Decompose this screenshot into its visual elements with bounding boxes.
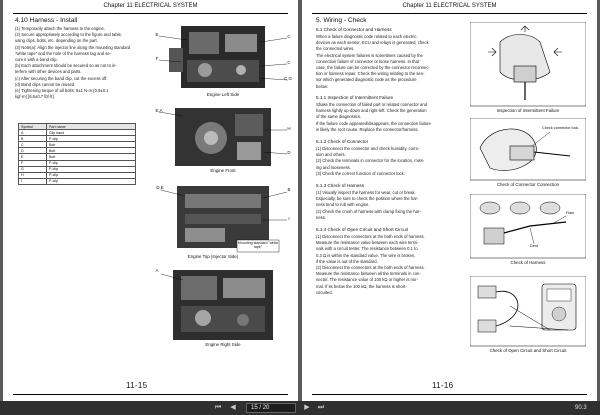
text-line: sor which generated diagnostic code as the procedure [316, 77, 417, 83]
text-line: case, the failure can be corrected by the connector reconnec- [316, 65, 430, 71]
engine-right-side-figure [153, 266, 293, 348]
left-page [3, 0, 298, 401]
part-cell: Bolt [47, 148, 136, 154]
callout: C [287, 60, 291, 65]
callout: H [287, 126, 291, 131]
figure-caption: Check of Harness [510, 260, 546, 265]
part-cell: P-clip [47, 160, 136, 166]
page-header: Chapter 11 ELECTRICAL SYSTEM [402, 3, 497, 9]
symbol-cell: D [19, 148, 47, 154]
zoom-level[interactable]: 90.3 [575, 405, 587, 411]
text-line: (1) Visually inspect the harness for wear, cut or break. [316, 190, 416, 195]
figure-caption: Engine Top (Injector Side) [187, 254, 239, 259]
step-line: (d) Band clips cannot be reused. [15, 81, 76, 87]
part-cell: P-clip [47, 172, 136, 178]
step-line: (2) Secure appropriately according to the figure and table, [15, 32, 123, 38]
first-page-icon[interactable]: ⏮ [214, 404, 222, 411]
callout: D [287, 150, 291, 155]
text-line: Especially, be sure to check the position where the har- [316, 196, 419, 202]
intermittent-failure-figure [470, 22, 586, 118]
step-line: kgf·m} [6.6±0.7 lbf·ft] [15, 94, 54, 100]
subsection-title: 5.1 Check of Connector and Harness [316, 27, 392, 32]
text-line: (1) Disconnect the connector and check humidity, corro- [316, 146, 420, 151]
engine-top-figure [153, 180, 293, 260]
part-cell: Bolt [47, 154, 136, 160]
text-line: mal. If its below the 100 kΩ, the harness is short- [316, 283, 407, 289]
step-line: (c) After securing the band clip, cut the excess off. [15, 75, 108, 81]
column-header: Symbol [19, 124, 47, 130]
callout: C,G [284, 76, 292, 81]
table-row [19, 178, 136, 184]
total-pages: / 20 [259, 405, 270, 411]
subsection-title: 5.1.1 Inspection of Intermittent Failure [316, 95, 394, 100]
column-header: Part name [47, 124, 136, 130]
callout: B [287, 187, 291, 192]
viewer-toolbar [0, 401, 600, 415]
part-cell: P-clip [47, 178, 136, 184]
open-short-circuit-figure [470, 276, 586, 360]
step-line: (1) Temporarily attach the harness to the engine. [15, 26, 106, 31]
callout: E [155, 32, 159, 37]
step-line: (3) Note(a): Align the injector line along the mounting standard [15, 44, 131, 50]
text-line: (2) Check the terminals in connector for the location, miss- [316, 158, 425, 164]
text-line: The electrical system failures is sometimes caused by the [316, 52, 423, 58]
text-line: circuited. [316, 289, 333, 295]
part-cell: P-clip [47, 136, 136, 142]
flaw-label: Flaw [566, 211, 575, 215]
text-line: sion and others. [316, 152, 346, 158]
symbol-cell: I [19, 178, 47, 184]
text-line: tion or harness repair. Check the wiring relating to the sen- [316, 71, 425, 77]
text-line: (3) Check the correct function of connector lock. [316, 170, 405, 176]
text-line: below: [316, 83, 329, 89]
next-page-icon[interactable]: ▶ [304, 404, 310, 411]
text-line: if the value is out of the standard. [316, 258, 378, 264]
subsection-title: 5.1.2 Check of Connector [316, 139, 369, 144]
part-cell: Bolt [47, 142, 136, 148]
step-line: cure it with a band clip. [15, 57, 58, 63]
figure-caption: Check of Open Circuit and Short Circuit [489, 348, 567, 353]
text-line: When a failure diagnostic code related to each electric [316, 34, 417, 39]
header-rule [312, 13, 587, 14]
previous-page-icon[interactable]: ◀ [230, 404, 236, 411]
part-cell: P-clip [47, 166, 136, 172]
symbol-cell: A [19, 130, 47, 136]
callout: A [155, 268, 159, 273]
section-title: 5. Wiring - Check [316, 17, 367, 24]
symbol-cell: H [19, 172, 47, 178]
subsection-text [316, 34, 456, 90]
figure-caption: Engine Front [210, 168, 236, 173]
callout: C [287, 34, 291, 39]
harness-figure [470, 194, 586, 270]
step-line: terfere with other devices and parts. [15, 69, 82, 75]
dent-label: Dent [530, 244, 539, 248]
connector-lock-label: Check connector lock. [542, 126, 580, 130]
step-line: using clips, bolts, etc. depending on the part. [15, 38, 98, 44]
text-line: the connected wires. [316, 46, 355, 52]
text-line: harness lightly up-down and right-left. Check the generation [316, 108, 427, 114]
symbol-cell: F [19, 160, 47, 166]
symbol-cell: E [19, 154, 47, 160]
text-line: Measure the resistance value between each wire termi- [316, 240, 419, 246]
text-line: ness. [316, 214, 327, 220]
step-line: (b) Each attachment should be secured so as not to in- [15, 63, 117, 69]
text-line: 0.3 Ω is within the standard value. The wire is broken, [316, 252, 416, 258]
callout: D,E [156, 185, 164, 190]
callout: I [288, 216, 290, 221]
text-line: is likely the root cause. Replace the connector/harness. [316, 126, 419, 132]
footer-rule [312, 394, 587, 395]
text-line: ing and looseness. [316, 164, 351, 170]
text-line: devices as each sensor, ECU and relays is generated, check [316, 40, 429, 46]
subsection-text [316, 190, 456, 221]
last-page-icon[interactable]: ⏭ [317, 404, 325, 411]
callout: E,A [155, 108, 163, 113]
text-line: (1) Disconnect the connectors at the both ends of harness. [316, 234, 425, 239]
page-number: 11-16 [432, 381, 454, 390]
subsection-title: 5.1.4 Check of Open Circuit and Short Circuit [316, 227, 408, 232]
text-line: (2) Disconnect the connectors at the both ends of harness. [316, 265, 425, 271]
symbol-cell: C [19, 142, 47, 148]
section-title: 4.10 Harness - Install [15, 17, 78, 24]
mounting-standard-label: Mounting standard "white tape" [237, 241, 279, 250]
current-page: 15 [251, 405, 258, 411]
header-rule [13, 13, 288, 14]
text-line: of the same diagnostics. [316, 114, 362, 120]
connector-connection-figure [470, 118, 586, 192]
part-cell: Clip band [47, 130, 136, 136]
figure-caption: Engine Right Side [205, 342, 241, 347]
text-line: nector. The resistance value of 100 kΩ or higher is nor- [316, 277, 418, 283]
page-input[interactable] [246, 403, 296, 413]
subsection-title: 5.1.3 Check of Harness [316, 183, 365, 188]
figure-caption: Check of Connector Connection [496, 182, 560, 187]
subsection-text [316, 234, 456, 296]
symbol-cell: G [19, 166, 47, 172]
text-line: If the failure code appeared/disappears, the connection failure [316, 120, 431, 126]
text-line: (2) Check the crush of harness with clamp fixing the har- [316, 208, 421, 214]
callout: F [155, 56, 159, 61]
step-line: (e) Tightening torque of all bolts: 9±1 N·m {0.9±0.1 [15, 88, 109, 94]
parts-table [18, 123, 136, 185]
engine-left-side-figure [153, 20, 293, 100]
text-line: Shake the connection of failed part or related connector and [316, 102, 428, 107]
subsection-text [316, 146, 456, 177]
figure-caption: Engine Left Side [206, 92, 240, 97]
text-line: ness tend to rub with engine. [316, 202, 370, 208]
page-number: 11-15 [126, 381, 148, 390]
step-line: "white tape" and the hole of the harness tag and se- [15, 50, 112, 56]
subsection-text [316, 102, 456, 133]
install-steps [15, 26, 145, 100]
figure-caption: Inspection of Intermittent Failure [496, 108, 560, 113]
footer-rule [13, 394, 288, 395]
text-line: Measure the resistance between all the terminals in con- [316, 271, 421, 277]
engine-front-figure [153, 104, 293, 174]
text-line: connection failure of connector or loose harness. In that [316, 58, 420, 64]
text-line: nals with a circuit tester. The resistance between 0.1 to [316, 246, 418, 252]
page-header: Chapter 11 ELECTRICAL SYSTEM [103, 3, 198, 9]
symbol-cell: B [19, 136, 47, 142]
right-page [302, 0, 597, 401]
